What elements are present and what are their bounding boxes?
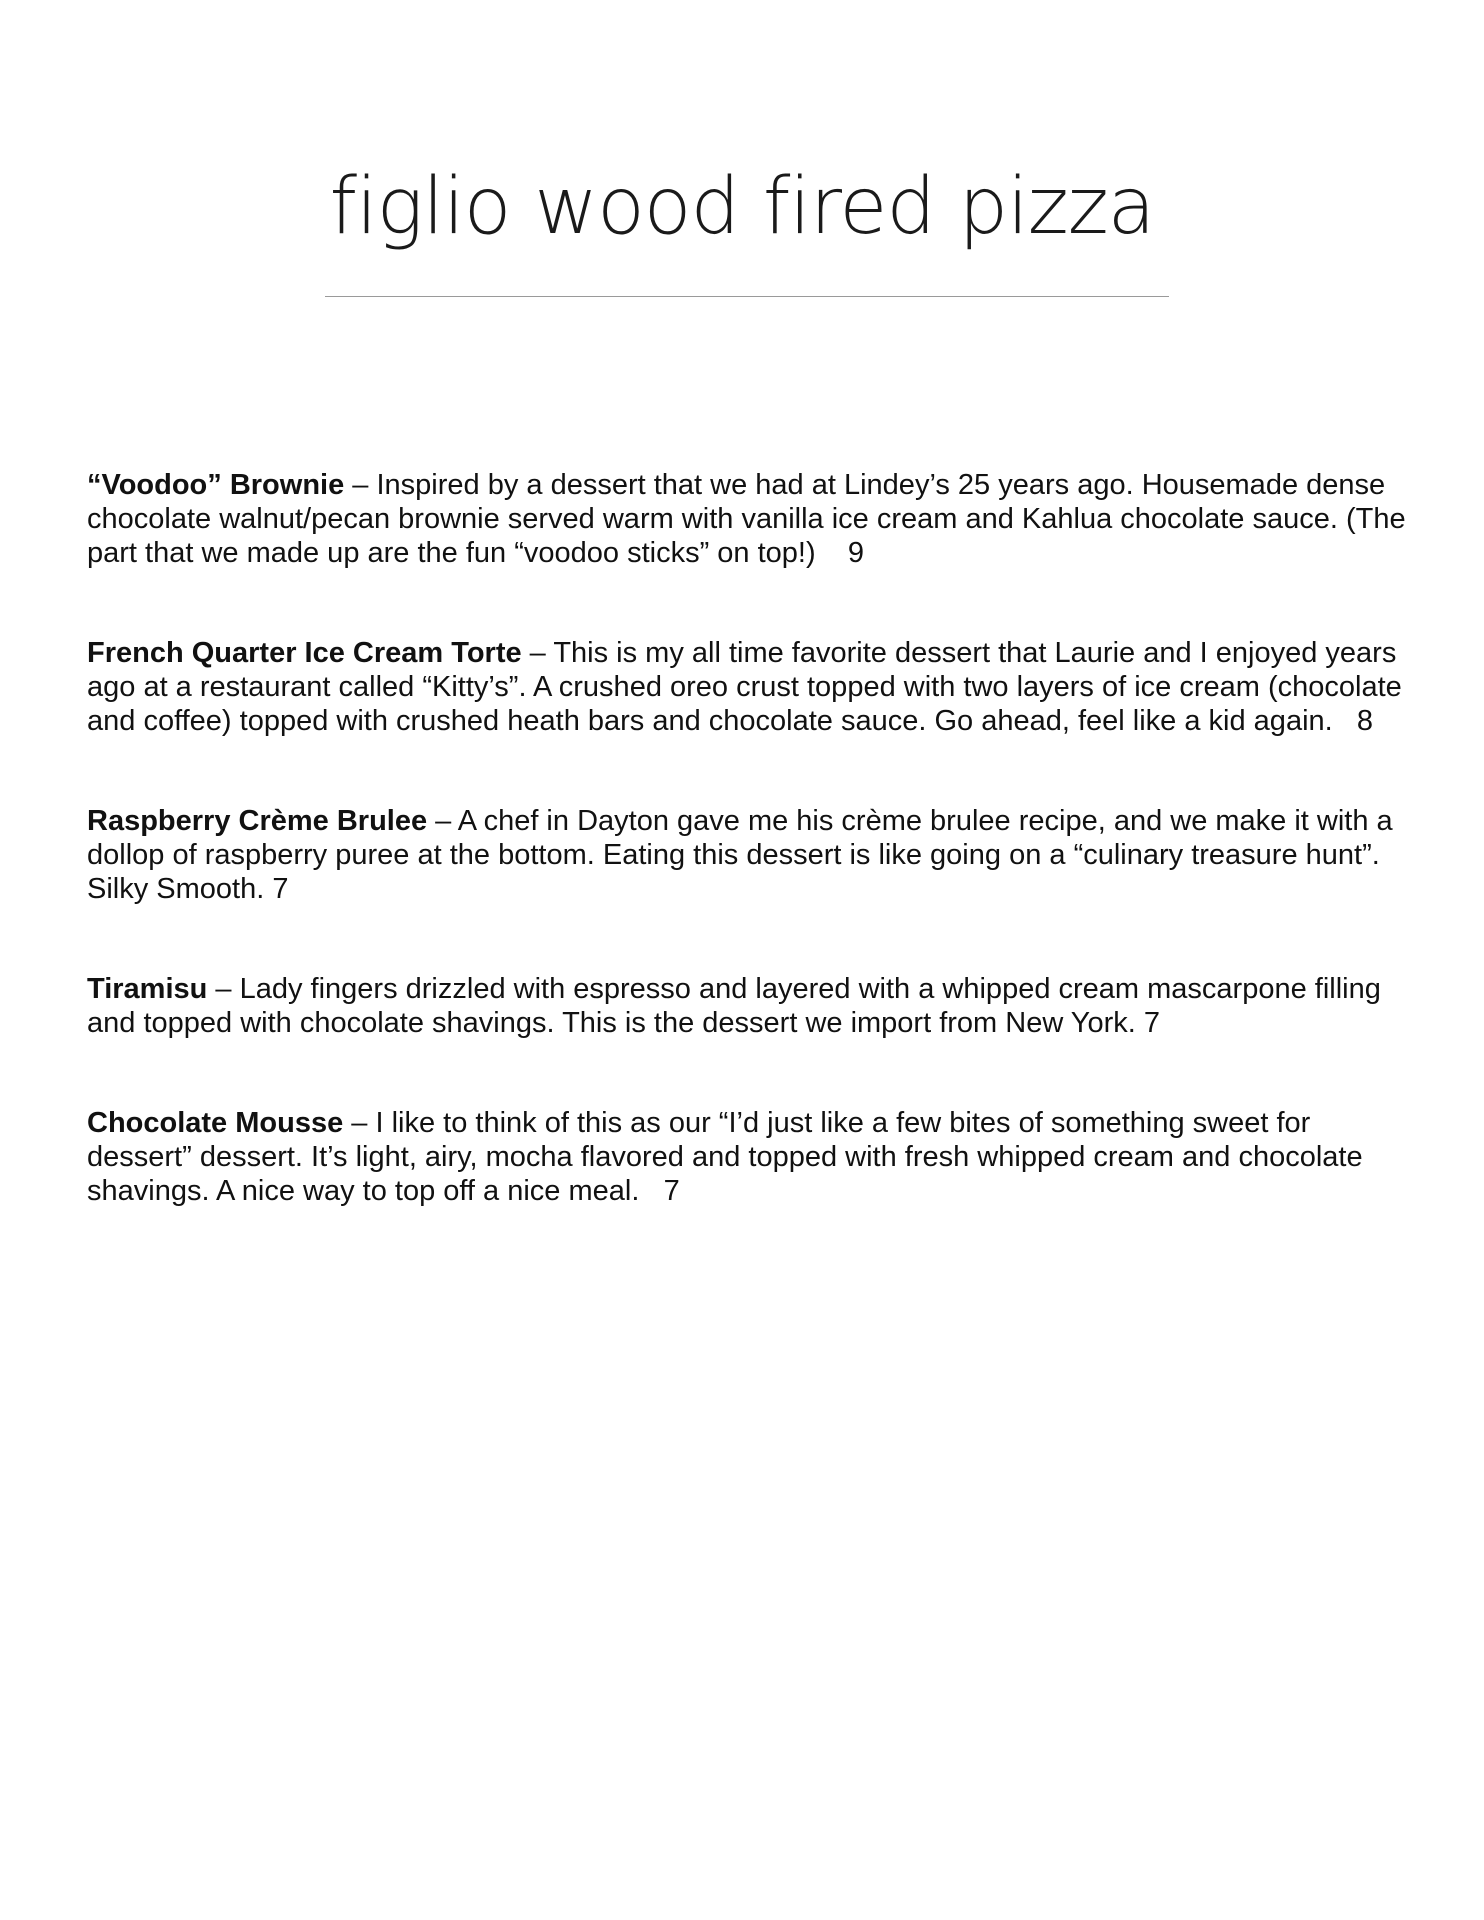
item-description: A chef in Dayton gave me his crème brulee recipe, and we make it with a dollop of raspberry puree at the bottom. Eating this dessert is like going on a “culinary treasure hunt”. Silky Smooth. bbox=[87, 805, 1393, 905]
item-description: I like to think of this as our “I’d just like a few bites of something sweet for dessert” dessert. It’s light, airy, mocha flavored and topped with fresh whipped cream and chocolate shavings. A nice way to top off a nice meal. bbox=[87, 1107, 1363, 1207]
menu-item-french-quarter-torte bbox=[87, 636, 1417, 738]
item-price: 9 bbox=[847, 537, 864, 569]
page-title: figlio wood fired pizza bbox=[329, 162, 1155, 252]
item-dash: – bbox=[521, 637, 554, 669]
item-name: French Quarter Ice Cream Torte bbox=[87, 637, 522, 669]
item-dash: – bbox=[427, 805, 458, 837]
item-name: “Voodoo” Brownie bbox=[87, 469, 345, 501]
item-description: This is my all time favorite dessert that Laurie and I enjoyed years ago at a restaurant called “Kitty’s”. A crushed oreo crust topped with two layers of ice cream (chocolate and coffee) topped with crushed heath bars and chocolate sauce. Go ahead, feel like a kid again. bbox=[87, 637, 1402, 737]
item-dash: – bbox=[343, 1107, 376, 1139]
item-dash: – bbox=[207, 973, 240, 1005]
menu-item-voodoo-brownie bbox=[87, 468, 1417, 570]
item-name: Chocolate Mousse bbox=[87, 1107, 344, 1139]
item-dash: – bbox=[344, 469, 377, 501]
item-price: 7 bbox=[1143, 1007, 1161, 1039]
item-description: Inspired by a dessert that we had at Lindey’s 25 years ago. Housemade dense chocolate walnut/pecan brownie served warm with vanilla ice cream and Kahlua chocolate sauce. (The part that we made up are the fun “voodoo sticks” on top!) bbox=[87, 469, 1406, 569]
item-price: 7 bbox=[663, 1175, 680, 1207]
menu-item-tiramisu bbox=[87, 972, 1417, 1040]
dessert-menu bbox=[87, 468, 1417, 1274]
menu-item-chocolate-mousse bbox=[87, 1106, 1417, 1208]
title-divider bbox=[325, 296, 1169, 297]
item-price: 7 bbox=[272, 873, 289, 905]
item-price: 8 bbox=[1356, 705, 1374, 737]
item-name: Raspberry Crème Brulee bbox=[87, 805, 428, 837]
item-description: Lady fingers drizzled with espresso and layered with a whipped cream mascarpone filling and topped with chocolate shavings. This is the dessert we import from New York. bbox=[87, 973, 1381, 1039]
menu-item-raspberry-creme-brulee bbox=[87, 804, 1417, 906]
item-name: Tiramisu bbox=[87, 973, 208, 1005]
